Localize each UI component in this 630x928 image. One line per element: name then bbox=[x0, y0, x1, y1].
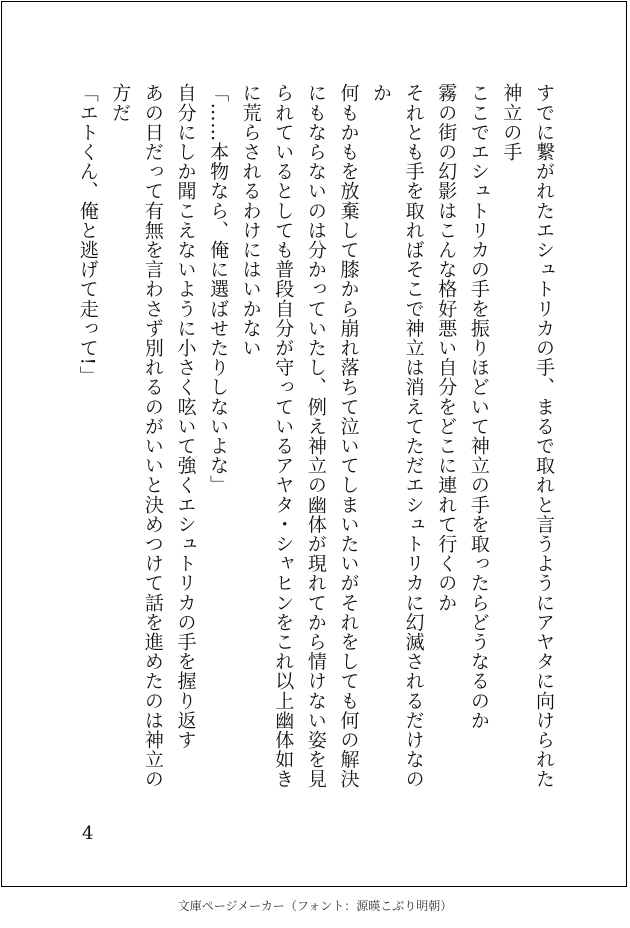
text-line: に荒らされるわけにはいかない bbox=[239, 83, 262, 358]
text-line: あの日だって有無を言わさず別れるのがいいと決めつけて話を進めたのは神立の bbox=[141, 83, 164, 789]
text-line: それとも手を取ればそこで神立は消えてただエシュトリカに幻滅されるだけなの bbox=[402, 83, 425, 789]
book-page bbox=[1, 1, 627, 887]
text-line: 方だ bbox=[109, 83, 132, 123]
page-number: 4 bbox=[82, 823, 94, 844]
text-line: ここでエシュトリカの手を振りほどいて神立の手を取ったらどうなるのか bbox=[467, 83, 490, 730]
dialogue-line: 「……本物なら、俺に選ばせたりしないよな」 bbox=[207, 83, 230, 495]
footer-caption: 文庫ページメーカー（フォント：源暎こぶり明朝） bbox=[177, 899, 453, 913]
text-line: すでに繋がれたエシュトリカの手、まるで取れと言うようにアヤタに向けられた bbox=[533, 83, 555, 789]
text-line: にもならないのは分かっていたし、例え神立の幽体が現れてから情けない姿を見 bbox=[304, 83, 327, 789]
text-line: か bbox=[370, 83, 393, 103]
text-line: られているとしても普段自分が守っているアヤタ・シャヒンをこれ以上幽体如き bbox=[272, 83, 295, 789]
text-line: 神立の手 bbox=[500, 83, 523, 162]
text-line: 霧の街の幻影はこんな格好悪い自分をどこに連れて行くのか bbox=[435, 83, 458, 613]
vertical-text-block bbox=[71, 83, 560, 803]
dialogue-line: 「エトくん、俺と逃げて走って!」 bbox=[76, 83, 99, 386]
text-line: 自分にしか聞こえないように小さく呟いて強くエシュトリカの手を握り返す bbox=[174, 83, 197, 750]
text-line: 何もかもを放棄して膝から崩れ落ちて泣いてしまいたいがそれをしても何の解決 bbox=[337, 83, 360, 789]
